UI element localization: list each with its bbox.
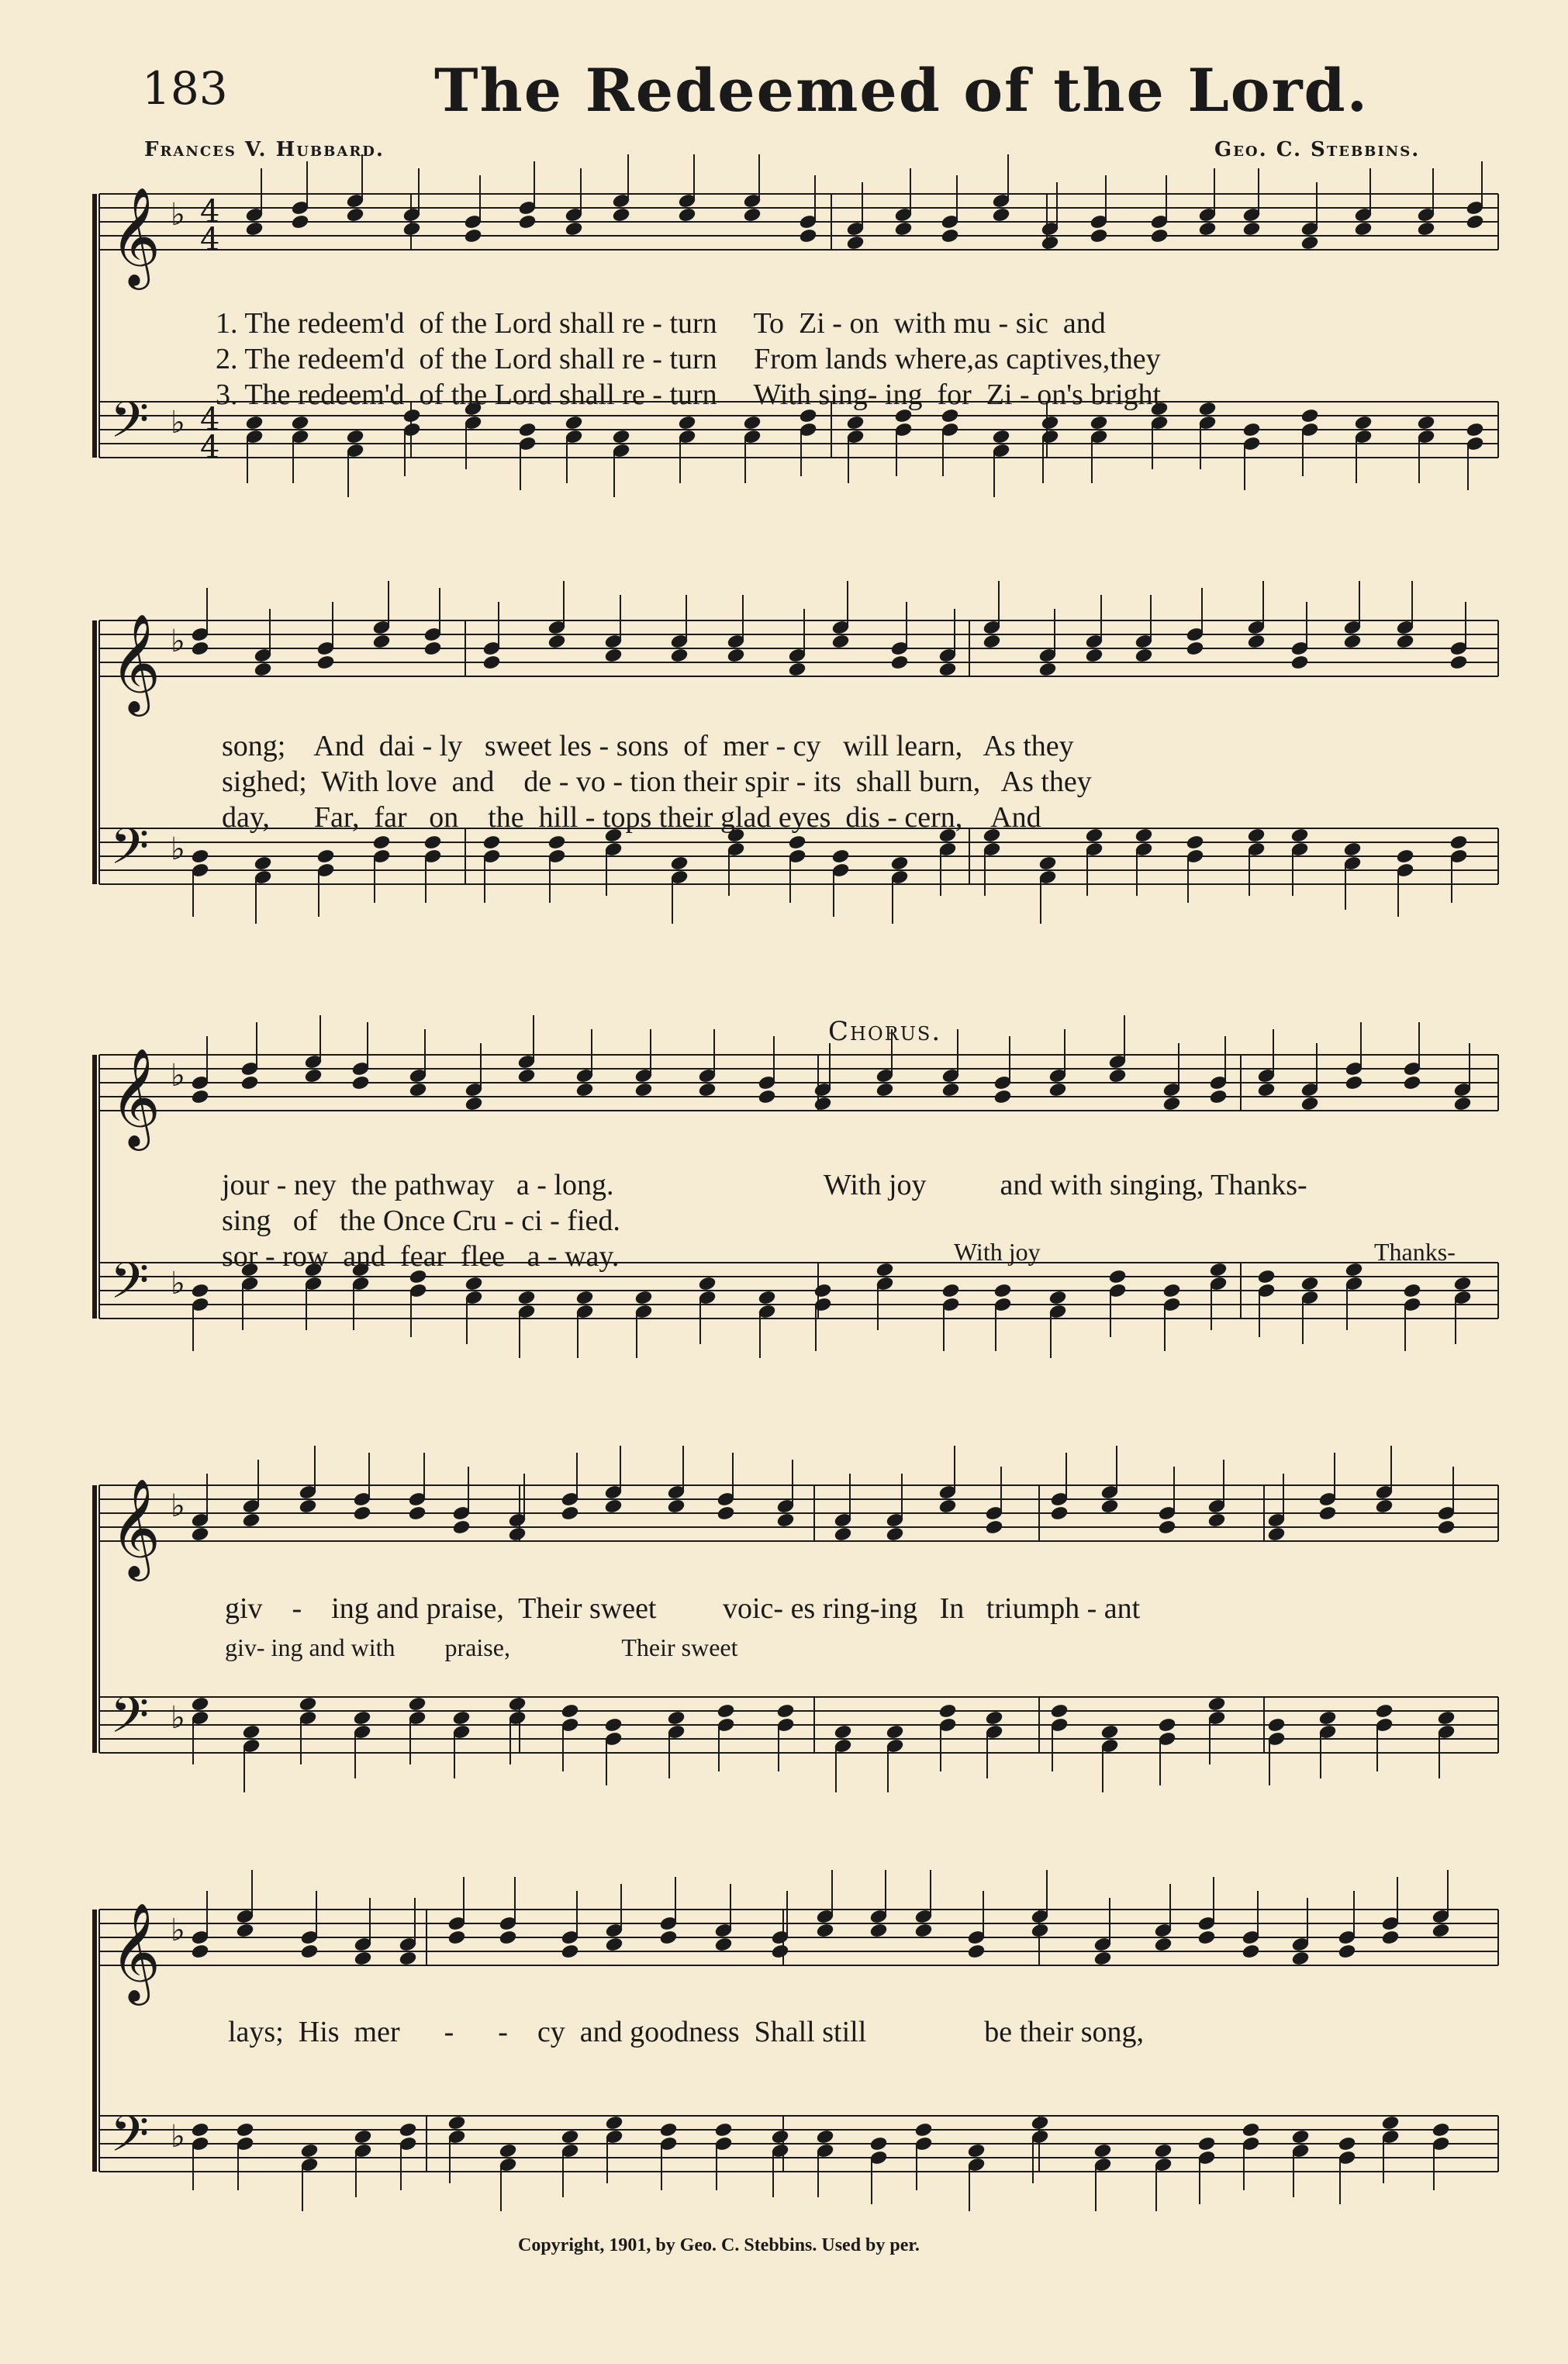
bass-note	[1449, 835, 1468, 850]
harmony-note	[1466, 214, 1484, 230]
bass-note	[465, 1276, 483, 1291]
bass-note	[423, 835, 442, 850]
harmony-note	[670, 648, 689, 663]
bass-note	[1186, 835, 1204, 850]
harmony-note	[1090, 228, 1108, 244]
bass-note	[1375, 1703, 1394, 1719]
treble-clef-icon: 𝄞	[110, 186, 161, 285]
harmony-note	[300, 1944, 319, 1959]
bass-note	[816, 2129, 834, 2145]
bass-note	[1396, 848, 1414, 864]
harmony-note	[816, 1923, 834, 1938]
bass-note	[245, 415, 264, 430]
harmony-note	[967, 1944, 986, 1959]
harmony-note	[565, 221, 583, 237]
harmony-note	[1437, 1519, 1456, 1535]
harmony-note	[561, 1505, 579, 1521]
bass-note	[776, 1703, 795, 1719]
bass-note	[1050, 1703, 1069, 1719]
harmony-note	[402, 221, 421, 237]
bass-note	[1354, 415, 1373, 430]
harmony-note	[1186, 641, 1204, 656]
harmony-note	[659, 1930, 678, 1945]
bass-note	[561, 2129, 579, 2145]
bass-note	[547, 835, 566, 850]
bass-note	[886, 1724, 904, 1740]
harmony-note	[1396, 634, 1414, 649]
harmony-note	[1197, 1930, 1216, 1945]
harmony-note	[1150, 228, 1169, 244]
harmony-note	[191, 1944, 209, 1959]
harmony-note	[1108, 1068, 1127, 1084]
harmony-note	[1291, 1951, 1310, 1966]
bass-note	[1100, 1724, 1119, 1740]
bass-note	[813, 1283, 832, 1298]
harmony-note	[941, 1082, 960, 1097]
harmony-note	[465, 1096, 483, 1111]
bass-note	[1108, 1269, 1127, 1284]
harmony-note	[938, 662, 957, 677]
bass-note	[717, 1703, 735, 1719]
flat-icon: ♭	[171, 624, 185, 659]
harmony-note	[346, 207, 364, 223]
lyric-system3-verse1: jour - ney the pathway a - long.	[222, 1169, 614, 1201]
bass-note	[1267, 1717, 1286, 1733]
flat-icon: ♭	[171, 1058, 185, 1094]
bass-note	[993, 1283, 1012, 1298]
bass-note	[634, 1290, 653, 1305]
harmony-note	[316, 655, 335, 670]
harmony-note	[236, 1923, 254, 1938]
harmony-note	[452, 1519, 471, 1535]
lyric-system5: lays; His mer - - cy and goodness Shall still be their song,	[228, 2016, 1145, 2048]
harmony-note	[1247, 634, 1266, 649]
harmony-note	[254, 662, 272, 677]
page-number: 183	[142, 62, 228, 115]
harmony-note	[547, 634, 566, 649]
bass-note	[714, 2122, 733, 2138]
bass-note	[372, 835, 391, 850]
bass-note	[191, 1283, 209, 1298]
bass-clef-icon: 𝄢	[110, 1253, 150, 1322]
bass-note	[447, 2115, 466, 2131]
bass-note	[1031, 2115, 1049, 2131]
harmony-note	[1041, 235, 1059, 251]
bass-note	[876, 1262, 894, 1277]
harmony-note	[894, 221, 913, 237]
lyric-system1-verse3: 3. The redeem'd of the Lord shall re - turn With sing- ing for Zi - on's bright	[216, 378, 1162, 411]
bass-note	[191, 848, 209, 864]
bass-note	[1041, 415, 1059, 430]
harmony-note	[1453, 1096, 1472, 1111]
harmony-note	[508, 1526, 527, 1542]
bass-clef-icon: 𝄢	[110, 818, 150, 888]
bass-note	[659, 2122, 678, 2138]
bass-note	[985, 1710, 1003, 1726]
harmony-note	[372, 634, 391, 649]
bass-note	[1300, 1276, 1319, 1291]
harmony-note	[993, 1089, 1012, 1104]
harmony-note	[758, 1089, 776, 1104]
lyric-bass-1: With joy	[954, 1238, 1041, 1266]
harmony-note	[409, 1082, 427, 1097]
harmony-note	[561, 1944, 579, 1959]
bass-note	[1154, 2143, 1173, 2158]
bass-note	[1197, 2136, 1216, 2151]
bass-note	[846, 415, 865, 430]
bass-note	[300, 2143, 319, 2158]
bass-note	[1247, 828, 1266, 843]
bass-note	[1093, 2143, 1112, 2158]
bass-note	[452, 1710, 471, 1726]
harmony-note	[886, 1526, 904, 1542]
harmony-note	[985, 1519, 1003, 1535]
lyric-system4: giv - ing and praise, Their sweet voic- es ring-ing In triumph - ant	[225, 1592, 1141, 1625]
bass-note	[914, 2122, 933, 2138]
time-signature: 4	[200, 402, 220, 437]
harmony-note	[799, 228, 817, 244]
harmony-note	[667, 1498, 686, 1514]
harmony-note	[727, 648, 745, 663]
harmony-note	[408, 1505, 427, 1521]
bass-note	[1291, 2129, 1310, 2145]
bass-note	[1343, 842, 1362, 857]
bass-note	[399, 2122, 417, 2138]
bass-note	[941, 1283, 960, 1298]
bass-note	[938, 1703, 957, 1719]
bass-note	[831, 848, 850, 864]
bass-note	[561, 1703, 579, 1719]
bass-note	[518, 422, 537, 437]
bass-note	[604, 1717, 623, 1733]
harmony-note	[714, 1937, 733, 1952]
bass-note	[499, 2143, 517, 2158]
lyric-system2-verse2: sighed; With love and de - vo - tion their spir - its shall burn, As they	[222, 766, 1092, 798]
harmony-note	[1417, 221, 1435, 237]
harmony-note	[1198, 221, 1217, 237]
bass-note	[1318, 1710, 1337, 1726]
bass-note	[565, 415, 583, 430]
bass-note	[1207, 1696, 1226, 1712]
bass-note	[482, 835, 501, 850]
harmony-note	[304, 1068, 323, 1084]
bass-note	[1381, 2115, 1400, 2131]
harmony-note	[353, 1505, 371, 1521]
harmony-note	[517, 1068, 536, 1084]
bass-note	[788, 835, 806, 850]
flat-icon: ♭	[171, 1488, 185, 1524]
harmony-note	[1093, 1951, 1112, 1966]
bass-note	[346, 429, 364, 444]
treble-clef-icon: 𝄞	[110, 613, 161, 712]
harmony-note	[1048, 1082, 1067, 1097]
bass-note	[236, 2122, 254, 2138]
harmony-note	[1135, 648, 1153, 663]
harmony-note	[399, 1951, 417, 1966]
bass-note	[254, 855, 272, 871]
harmony-note	[1345, 1075, 1363, 1090]
harmony-note	[1242, 1944, 1260, 1959]
harmony-note	[1158, 1519, 1176, 1535]
lyric-system4-bass: giv- ing and with praise, Their sweet	[225, 1633, 738, 1661]
harmony-note	[813, 1096, 832, 1111]
harmony-note	[1318, 1505, 1337, 1521]
flat-icon: ♭	[171, 405, 185, 441]
flat-icon: ♭	[171, 1700, 185, 1736]
harmony-note	[876, 1082, 894, 1097]
harmony-note	[604, 1498, 623, 1514]
harmony-note	[240, 1075, 259, 1090]
bass-note	[299, 1696, 317, 1712]
harmony-note	[1381, 1930, 1400, 1945]
harmony-note	[1338, 1944, 1356, 1959]
bass-clef-icon: 𝄢	[110, 2106, 150, 2176]
harmony-note	[776, 1512, 795, 1528]
harmony-note	[771, 1944, 789, 1959]
treble-clef-icon: 𝄞	[110, 1902, 161, 2001]
bass-note	[678, 415, 696, 430]
bass-note	[1403, 1283, 1421, 1298]
harmony-note	[1162, 1096, 1181, 1111]
bass-note	[1162, 1283, 1181, 1298]
harmony-note	[299, 1498, 317, 1514]
harmony-note	[941, 228, 959, 244]
bass-note	[605, 2115, 623, 2131]
harmony-note	[717, 1505, 735, 1521]
composer-credit: Geo. C. Stebbins.	[1214, 138, 1421, 161]
harmony-note	[834, 1526, 852, 1542]
harmony-note	[1207, 1512, 1226, 1528]
harmony-note	[914, 1923, 933, 1938]
bass-note	[1437, 1710, 1456, 1726]
harmony-note	[1403, 1075, 1421, 1090]
harmony-note	[992, 207, 1010, 223]
harmony-note	[1085, 648, 1103, 663]
bass-note	[1432, 2122, 1450, 2138]
flat-icon: ♭	[171, 1266, 185, 1301]
harmony-note	[938, 1498, 957, 1514]
harmony-note	[245, 221, 264, 237]
harmony-note	[1050, 1505, 1069, 1521]
harmony-note	[351, 1075, 370, 1090]
bass-note	[670, 855, 689, 871]
bass-note	[1466, 422, 1484, 437]
bass-note	[667, 1710, 686, 1726]
bass-note	[1090, 415, 1108, 430]
harmony-note	[678, 207, 696, 223]
bass-note	[869, 2136, 888, 2151]
lyric-system1-verse2: 2. The redeem'd of the Lord shall re - turn From lands where,as captives,they	[216, 343, 1161, 375]
harmony-note	[242, 1512, 261, 1528]
harmony-note	[743, 207, 762, 223]
chorus-label: Chorus.	[828, 1016, 942, 1047]
harmony-note	[1300, 1096, 1319, 1111]
harmony-note	[788, 662, 806, 677]
bass-note	[408, 1696, 427, 1712]
bass-note	[191, 1696, 209, 1712]
harmony-note	[1432, 1923, 1450, 1938]
bass-note	[353, 1710, 371, 1726]
flat-icon: ♭	[171, 831, 185, 867]
harmony-note	[464, 228, 482, 244]
lyric-system3-verse3: sor - row and fear flee a - way.	[222, 1240, 620, 1273]
bass-note	[517, 1290, 536, 1305]
harmony-note	[1257, 1082, 1276, 1097]
bass-note	[1300, 408, 1319, 423]
treble-clef-icon: 𝄞	[110, 1047, 161, 1146]
harmony-note	[605, 1937, 623, 1952]
harmony-note	[634, 1082, 653, 1097]
bass-note	[316, 848, 335, 864]
harmony-note	[499, 1930, 517, 1945]
flat-icon: ♭	[171, 2119, 185, 2155]
harmony-note	[1290, 655, 1309, 670]
copyright-notice: Copyright, 1901, by Geo. C. Stebbins. Used by per.	[518, 2235, 920, 2255]
bass-note	[575, 1290, 594, 1305]
harmony-note	[1354, 221, 1373, 237]
bass-note	[1038, 855, 1057, 871]
bass-note	[698, 1276, 717, 1291]
harmony-note	[1154, 1937, 1173, 1952]
harmony-note	[191, 641, 209, 656]
harmony-note	[604, 648, 623, 663]
hymn-title: The Redeemed of the Lord.	[434, 56, 1369, 125]
flat-icon: ♭	[171, 1913, 185, 1948]
bass-note	[1338, 2136, 1356, 2151]
time-signature: 4	[200, 194, 220, 230]
harmony-note	[831, 634, 850, 649]
bass-note	[242, 1724, 261, 1740]
bass-note	[967, 2143, 986, 2158]
bass-note	[1135, 828, 1153, 843]
harmony-note	[482, 655, 501, 670]
author-credit: Frances V. Hubbard.	[144, 138, 385, 161]
harmony-note	[983, 634, 1001, 649]
harmony-note	[354, 1951, 372, 1966]
harmony-note	[518, 214, 537, 230]
harmony-note	[846, 235, 865, 251]
harmony-note	[1100, 1498, 1119, 1514]
bass-note	[612, 429, 630, 444]
harmony-note	[1267, 1526, 1286, 1542]
bass-note	[890, 855, 909, 871]
bass-note	[1242, 2122, 1260, 2138]
lyric-system3-verse2: sing of the Once Cru - ci - fied.	[222, 1204, 620, 1237]
harmony-note	[291, 214, 309, 230]
bass-note	[1198, 401, 1217, 416]
treble-clef-icon: 𝄞	[110, 1478, 161, 1577]
lyric-bass-2: Thanks-	[1374, 1238, 1456, 1266]
harmony-note	[191, 1089, 209, 1104]
time-signature: 4	[200, 430, 220, 465]
harmony-note	[447, 1930, 466, 1945]
harmony-note	[575, 1082, 594, 1097]
flat-icon: ♭	[171, 197, 185, 233]
bass-note	[771, 2129, 789, 2145]
bass-note	[1209, 1262, 1228, 1277]
harmony-note	[1343, 634, 1362, 649]
bass-note	[758, 1290, 776, 1305]
lyric-chorus: With joy and with singing, Thanks-	[824, 1169, 1307, 1201]
bass-note	[508, 1696, 527, 1712]
harmony-note	[1242, 221, 1261, 237]
bass-note	[1242, 422, 1261, 437]
bass-note	[1453, 1276, 1472, 1291]
time-signature: 4	[200, 222, 220, 257]
harmony-note	[423, 641, 442, 656]
harmony-note	[698, 1082, 717, 1097]
bass-note	[1048, 1290, 1067, 1305]
bass-note	[1417, 415, 1435, 430]
harmony-note	[890, 655, 909, 670]
harmony-note	[1031, 1923, 1049, 1938]
bass-clef-icon: 𝄢	[110, 1687, 150, 1757]
bass-note	[834, 1724, 852, 1740]
harmony-note	[1209, 1089, 1228, 1104]
harmony-note	[1300, 235, 1319, 251]
lyric-system2-verse3: day, Far, far on the hill - tops their glad eyes dis - cern, And	[222, 801, 1041, 834]
harmony-note	[1038, 662, 1057, 677]
harmony-note	[191, 1526, 209, 1542]
harmony-note	[869, 1923, 888, 1938]
lyric-system2-verse1: song; And dai - ly sweet les - sons of mer - cy will learn, As they	[222, 730, 1074, 762]
bass-note	[1345, 1262, 1363, 1277]
lyric-system1-verse1: 1. The redeem'd of the Lord shall re - turn To Zi - on with mu - sic and	[216, 307, 1106, 340]
harmony-note	[612, 207, 630, 223]
bass-note	[1085, 828, 1103, 843]
bass-note	[743, 415, 762, 430]
bass-note	[992, 429, 1010, 444]
harmony-note	[1375, 1498, 1394, 1514]
bass-clef-icon: 𝄢	[110, 392, 150, 461]
bass-note	[1290, 828, 1309, 843]
bass-note	[191, 2122, 209, 2138]
harmony-note	[1449, 655, 1468, 670]
bass-note	[1158, 1717, 1176, 1733]
bass-note	[291, 415, 309, 430]
bass-note	[354, 2129, 372, 2145]
bass-note	[1257, 1269, 1276, 1284]
